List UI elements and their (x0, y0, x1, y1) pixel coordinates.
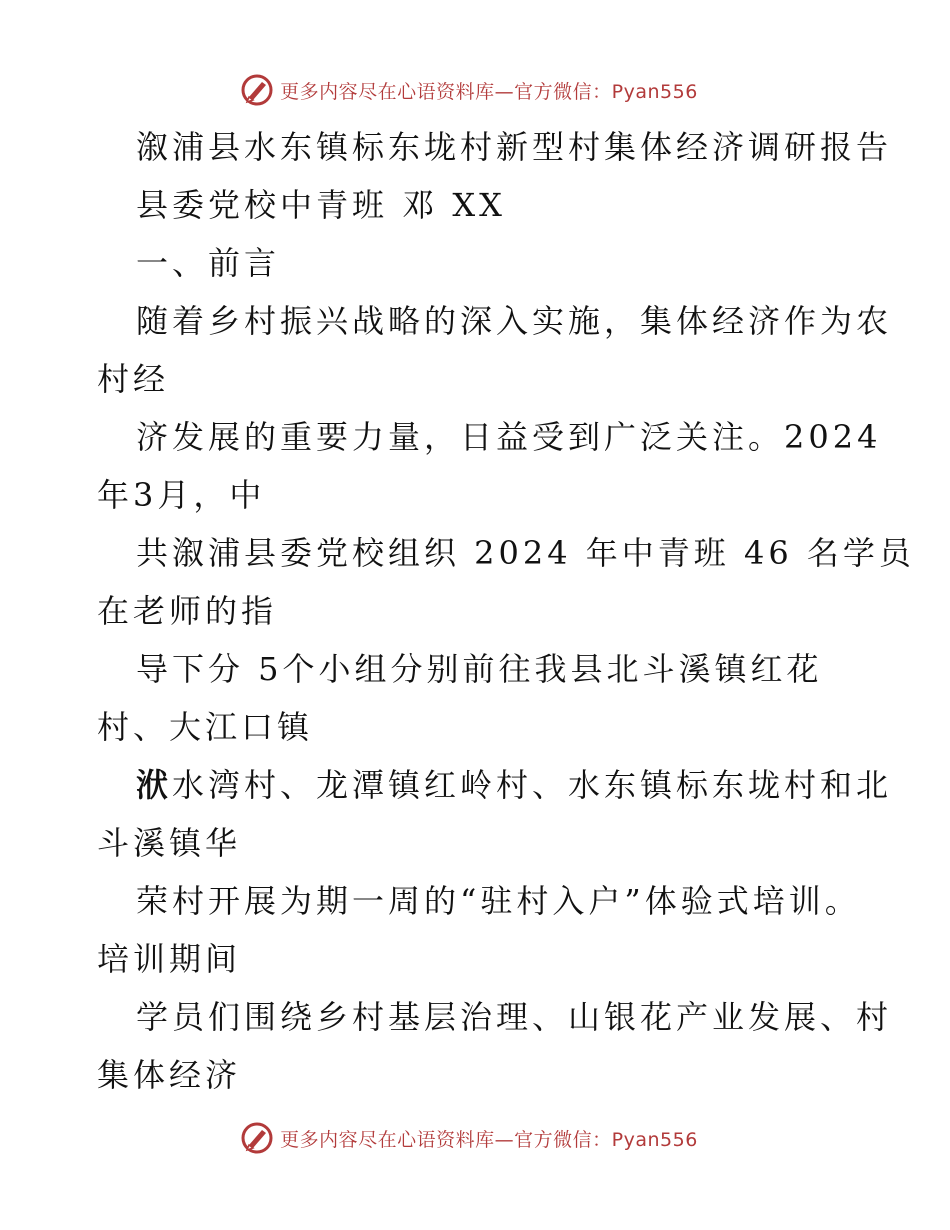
paragraph-line: 济发展的重要力量，日益受到广泛关注。2024 (136, 418, 882, 456)
paragraph-line: 在老师的指 (97, 592, 278, 630)
document-title: 溆浦县水东镇标东垅村新型村集体经济调研报告 (136, 128, 893, 166)
paragraph-line: 集体经济 (97, 1056, 242, 1094)
banner-text: 更多内容尽在心语资料库—官方微信：Pyan556 (280, 80, 698, 103)
footer-banner (0, 1118, 950, 1158)
paragraph-line: 导下分 5个小组分别前往我县北斗溪镇红花 (136, 650, 823, 688)
document-author: 县委党校中青班 邓 XX (136, 186, 506, 224)
special-glyph: 洑 (136, 766, 173, 804)
section-heading: 一、前言 (136, 244, 281, 282)
paragraph-line: 共溆浦县委党校组织 2024 年中青班 46 名学员 (136, 534, 915, 572)
paragraph-line: 村、大江口镇 (97, 708, 314, 746)
paragraph-line: 年3月，中 (97, 476, 266, 514)
paragraph-line: 荣村开展为期一周的“驻村入户”体验式培训。 (136, 882, 861, 920)
paragraph-line-with-glyph (136, 765, 892, 805)
paragraph-line: 村经 (97, 360, 170, 398)
paragraph-line: 随着乡村振兴战略的深入实施，集体经济作为农 (136, 302, 893, 340)
paragraph-line: 斗溪镇华 (97, 824, 242, 862)
pen-seal-icon (240, 73, 274, 107)
paragraph-line-text: 水湾村、龙潭镇红岭村、水东镇标东垅村和北 (172, 766, 893, 804)
header-banner-inner (240, 73, 698, 107)
banner-text: 更多内容尽在心语资料库—官方微信：Pyan556 (280, 1128, 698, 1151)
footer-banner-inner (240, 1121, 698, 1155)
pen-seal-icon (240, 1121, 274, 1155)
paragraph-line: 培训期间 (97, 940, 242, 978)
paragraph-line: 学员们围绕乡村基层治理、山银花产业发展、村 (136, 998, 893, 1036)
header-banner (0, 70, 950, 110)
